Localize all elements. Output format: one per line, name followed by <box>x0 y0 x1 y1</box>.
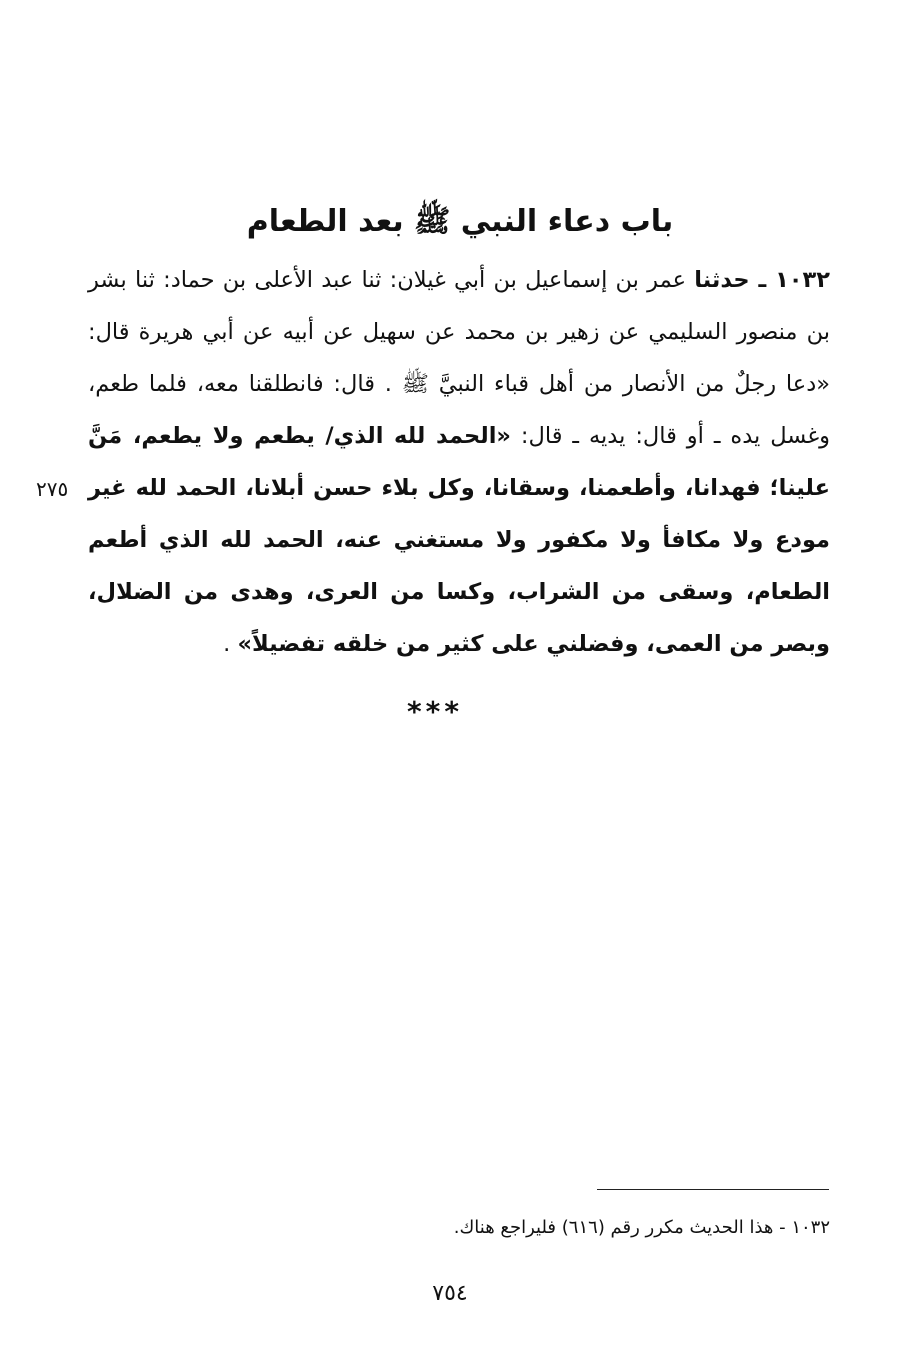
footnote: ١٠٣٢ - هذا الحديث مكرر رقم (٦١٦) فليراجع هناك. <box>453 1217 830 1238</box>
hadith-number: ١٠٣٢ <box>775 267 830 293</box>
hadith-chain-and-text: عمر بن إسماعيل بن أبي غيلان: ثنا عبد الأعلى بن حماد: ثنا بشر بن منصور السليمي عن زهير بن محمد عن سهيل عن أبيه عن أبي هريرة قال: «دعا رجلٌ من الأنصار من أهل قباء النبيَّ ﷺ . قال: فانطلقنا معه، فلما طعم، وغسل يده ـ أو قال: يديه ـ قال: <box>88 267 830 449</box>
page-number: ٧٥٤ <box>432 1281 468 1306</box>
section-separator-stars: *** <box>407 695 463 728</box>
hadith-paragraph <box>88 254 830 670</box>
manuscript-folio-marker: ٢٧٥ <box>36 477 69 501</box>
hadith-end-mark: . <box>223 631 238 657</box>
chapter-title: باب دعاء النبي ﷺ بعد الطعام <box>246 204 674 239</box>
hadith-supplication: «الحمد لله الذي/ يطعم ولا يطعم، مَنَّ علينا؛ فهدانا، وأطعمنا، وسقانا، وكل بلاء حسن أبلانا، الحمد لله غير مودع ولا مكافأ ولا مكفور ولا مستغني عنه، الحمد لله الذي أطعم الطعام، وسقى من الشراب، وكسا من العرى، وهدى من الضلال، وبصر من العمى، وفضلني على كثير من خلقه تفضيلاً» <box>88 423 830 657</box>
hadith-lead-word: حدثنا <box>694 267 750 293</box>
hadith-number-separator: ـ <box>749 267 776 293</box>
footnote-divider <box>597 1189 829 1190</box>
